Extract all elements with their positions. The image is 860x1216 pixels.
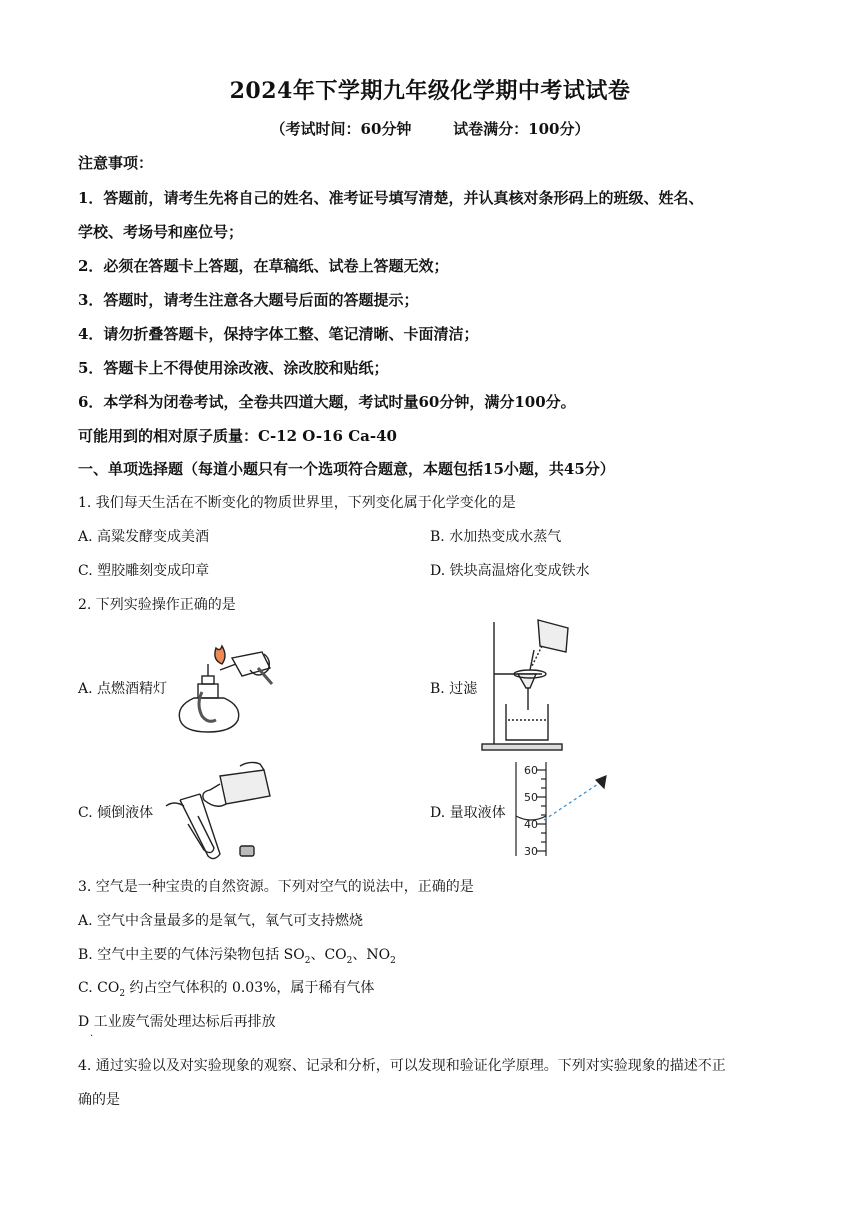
alcohol-lamp-lighting-figure — [172, 640, 282, 736]
q1-option-c[interactable]: C. 塑胶雕刻变成印章 — [78, 563, 210, 579]
q2-option-d[interactable]: D. 量取液体 — [430, 805, 506, 821]
graduated-cylinder-figure — [510, 758, 620, 862]
q1-option-d[interactable]: D. 铁块高温熔化变成铁水 — [430, 563, 590, 579]
note-item: 4．请勿折叠答题卡，保持字体工整、笔记清晰、卡面清洁； — [78, 325, 479, 343]
q3-option-d[interactable]: D 工业废气需处理达标后再排放 — [78, 1014, 276, 1030]
exam-info: （考试时间：60分钟 试卷满分：100分） — [270, 120, 590, 138]
question-4-stem: 4. 通过实验以及对实验现象的观察、记录和分析，可以发现和验证化学原理。下列对实验现象的描述不正 — [78, 1058, 726, 1074]
note-item: 3．答题时，请考生注意各大题号后面的答题提示； — [78, 291, 419, 309]
cylinder-tick-label: 40 — [524, 818, 538, 831]
cylinder-tick-label: 30 — [524, 845, 538, 858]
filtration-setup-figure — [478, 616, 578, 756]
q2-option-c[interactable]: C. 倾倒液体 — [78, 805, 154, 821]
q3-option-b[interactable]: B. 空气中主要的气体污染物包括 $SO_2$、$CO_2$、$NO_2$ — [78, 947, 396, 966]
cylinder-tick-label: 60 — [524, 764, 538, 777]
q1-option-b[interactable]: B. 水加热变成水蒸气 — [430, 529, 562, 545]
question-1-stem: 1. 我们每天生活在不断变化的物质世界里，下列变化属于化学变化的是 — [78, 495, 516, 511]
atomic-mass-line: 可能用到的相对原子质量：C-12 O-16 Ca-40 — [78, 427, 397, 445]
note-item: 2．必须在答题卡上答题，在草稿纸、试卷上答题无效； — [78, 257, 449, 275]
question-4-stem-cont: 确的是 — [78, 1092, 120, 1108]
stray-dot: . — [90, 1028, 94, 1039]
section-heading: 一、单项选择题（每道小题只有一个选项符合题意，本题包括15小题，共45分） — [78, 460, 615, 478]
note-item: 6．本学科为闭卷考试，全卷共四道大题，考试时量60分钟，满分100分。 — [78, 393, 576, 411]
question-3-stem: 3. 空气是一种宝贵的自然资源。下列对空气的说法中，正确的是 — [78, 879, 474, 895]
note-item: 学校、考场号和座位号； — [78, 223, 244, 241]
notes-heading: 注意事项： — [78, 154, 154, 172]
page-title: 2024年下学期九年级化学期中考试试卷 — [229, 78, 631, 104]
q3-option-a[interactable]: A. 空气中含量最多的是氧气，氧气可支持燃烧 — [78, 913, 364, 929]
q1-option-a[interactable]: A. 高粱发酵变成美酒 — [78, 529, 210, 545]
note-item: 1．答题前，请考生先将自己的姓名、准考证号填写清楚，并认真核对条形码上的班级、姓名、 — [78, 189, 704, 207]
cylinder-tick-label: 50 — [524, 791, 538, 804]
q2-option-b[interactable]: B. 过滤 — [430, 681, 478, 697]
pouring-liquid-figure — [160, 756, 278, 862]
question-2-stem: 2. 下列实验操作正确的是 — [78, 597, 236, 613]
q3-option-c[interactable]: C. $CO_2$ 约占空气体积的 0.03%，属于稀有气体 — [78, 980, 375, 999]
q2-option-a[interactable]: A. 点燃酒精灯 — [78, 681, 168, 697]
note-item: 5．答题卡上不得使用涂改液、涂改胶和贴纸； — [78, 359, 389, 377]
